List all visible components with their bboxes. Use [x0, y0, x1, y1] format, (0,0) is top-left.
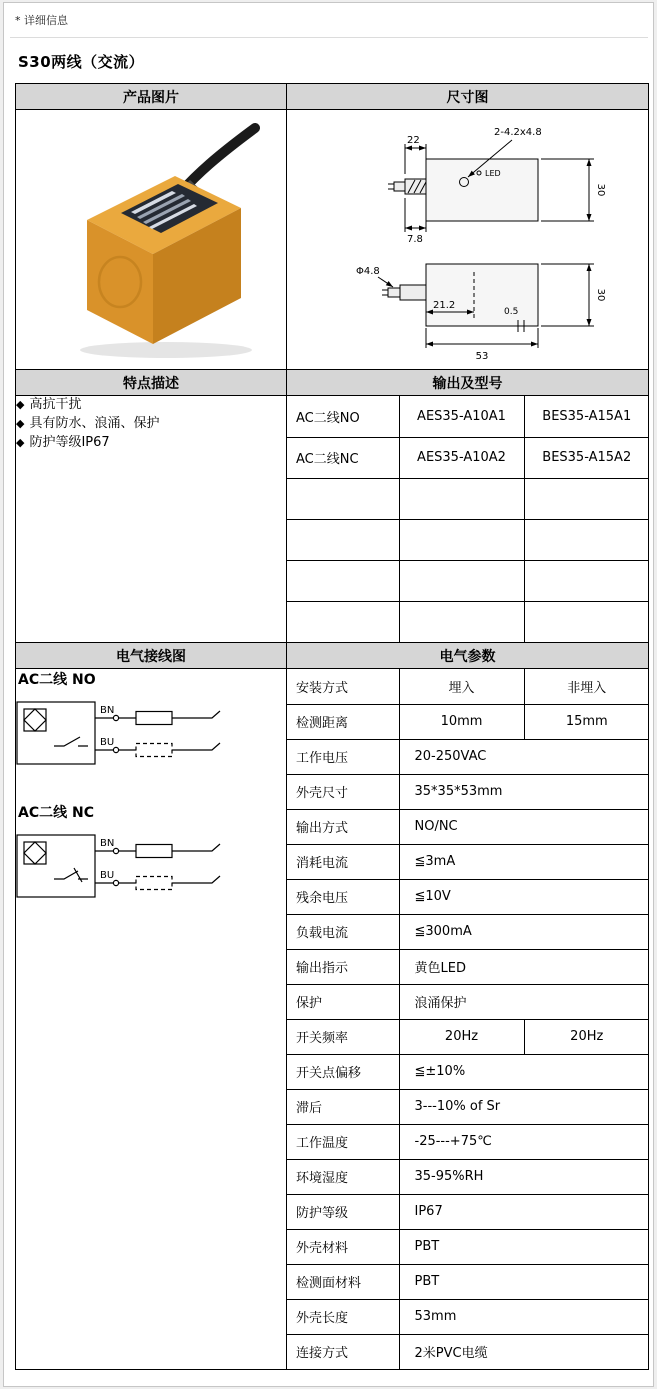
param-value: NO/NC: [399, 809, 649, 844]
model-cell-empty: [524, 478, 649, 519]
page-title: S30两线（交流）: [18, 53, 145, 71]
section-dimension: 尺寸图: [287, 84, 649, 110]
wiring-diagram-nc: [16, 827, 251, 907]
model-cell-empty: [287, 601, 399, 642]
product-photo: [29, 114, 273, 362]
image-row: [16, 110, 649, 370]
sensor-box: [17, 835, 95, 897]
section-header-row: [16, 643, 649, 669]
dimension-diagram: [308, 114, 628, 362]
section-header-row: [16, 370, 649, 396]
no-contact-icon: [54, 737, 88, 746]
param-label: 负载电流: [287, 914, 399, 949]
product-shadow: [80, 342, 252, 358]
load-box: [136, 712, 172, 725]
models-cell: [287, 396, 649, 643]
model-cell-empty: [287, 478, 399, 519]
dim-21-2: 21.2: [432, 299, 455, 311]
model-cell-empty: [524, 560, 649, 601]
sensor-symbol-icon: [24, 842, 46, 864]
param-value: 黄色LED: [399, 949, 649, 984]
param-label: 滞后: [287, 1089, 399, 1124]
param-label: 检测距离: [287, 704, 399, 739]
param-value: 35-95%RH: [399, 1159, 649, 1194]
feature-item: [16, 434, 286, 453]
section-product-image: 产品图片: [16, 84, 287, 110]
param-row: [287, 1054, 649, 1089]
param-row: [287, 1299, 649, 1334]
param-label: 残余电压: [287, 879, 399, 914]
param-row: [287, 739, 649, 774]
dim-phi: Φ4.8: [355, 265, 380, 277]
wiring-no-title: AC二线 NO: [18, 672, 96, 688]
param-label: 外壳长度: [287, 1299, 399, 1334]
param-row: [287, 949, 649, 984]
param-row: [287, 879, 649, 914]
param-value: 53mm: [399, 1299, 649, 1334]
param-label: 检测面材料: [287, 1264, 399, 1299]
param-label: 工作电压: [287, 739, 399, 774]
model-number: BES35-A15A1: [524, 396, 649, 437]
feature-text: 具有防水、浪涌、保护: [29, 415, 160, 431]
section-output-models: 输出及型号: [287, 370, 649, 396]
page-container: [3, 2, 654, 1387]
param-row: [287, 1264, 649, 1299]
diamond-bullet-icon: ◆: [16, 435, 25, 449]
param-label: 外壳材料: [287, 1229, 399, 1264]
param-row: [287, 1089, 649, 1124]
wiring-nc-title: AC二线 NC: [18, 805, 94, 821]
bu-label: BU: [100, 870, 115, 881]
bn-terminal: [113, 848, 118, 853]
param-value: PBT: [399, 1229, 649, 1264]
model-row-empty: [287, 601, 649, 642]
param-value: 埋入: [399, 669, 524, 704]
wiring-cell: [16, 669, 287, 1370]
load-box: [136, 845, 172, 858]
param-value: 浪涌保护: [399, 984, 649, 1019]
dim-holes: 2-4.2x4.8: [493, 126, 542, 138]
model-cell-empty: [399, 560, 524, 601]
param-label: 工作温度: [287, 1124, 399, 1159]
product-photo-cell: [16, 110, 287, 370]
load-box-dashed: [136, 877, 172, 890]
diamond-bullet-icon: ◆: [16, 398, 25, 411]
model-row-empty: [287, 519, 649, 560]
model-number: AES35-A10A2: [399, 437, 524, 478]
param-label: 输出方式: [287, 809, 399, 844]
param-value: ≦3mA: [399, 844, 649, 879]
param-value: 15mm: [524, 704, 649, 739]
dim-53: 53: [475, 350, 488, 362]
section-electrical: 电气参数: [287, 643, 649, 669]
param-row: [287, 669, 649, 704]
nc-contact-icon: [54, 868, 88, 882]
bn-label: BN: [100, 705, 115, 716]
wiring-diagram-no: [16, 694, 251, 774]
dim-0-5: 0.5: [503, 306, 518, 317]
dimension-diagram-cell: [287, 110, 649, 370]
model-cell-empty: [287, 560, 399, 601]
param-label: 保护: [287, 984, 399, 1019]
param-row: [287, 704, 649, 739]
model-cell-empty: [287, 519, 399, 560]
model-row-empty: [287, 560, 649, 601]
param-label: 输出指示: [287, 949, 399, 984]
param-value: 35*35*53mm: [399, 774, 649, 809]
param-row: [287, 1194, 649, 1229]
model-cell-empty: [399, 601, 524, 642]
spec-table: [15, 83, 649, 1370]
param-row: [287, 844, 649, 879]
param-value: ≦10V: [399, 879, 649, 914]
feature-item: [16, 396, 286, 415]
param-row: [287, 774, 649, 809]
bu-terminal: [113, 880, 118, 885]
param-label: 连接方式: [287, 1334, 399, 1369]
model-number: AES35-A10A1: [399, 396, 524, 437]
param-value: 3---10% of Sr: [399, 1089, 649, 1124]
dim-22: 22: [406, 134, 420, 146]
bn-terminal: [113, 715, 118, 720]
param-row: [287, 1019, 649, 1054]
feature-text: 防护等级IP67: [29, 434, 110, 450]
bu-terminal: [113, 747, 118, 752]
load-box-dashed: [136, 744, 172, 757]
bu-label: BU: [100, 737, 115, 748]
params-cell: [287, 669, 649, 1370]
detail-info-note: * 详细信息: [10, 7, 648, 38]
param-value: 10mm: [399, 704, 524, 739]
param-value: 20Hz: [524, 1019, 649, 1054]
param-row: [287, 1159, 649, 1194]
section-header-row: [16, 84, 649, 110]
param-value: IP67: [399, 1194, 649, 1229]
param-label: 安装方式: [287, 669, 399, 704]
param-value: PBT: [399, 1264, 649, 1299]
wiring-params-row: [16, 669, 649, 1370]
param-value: 20Hz: [399, 1019, 524, 1054]
model-cell-empty: [524, 519, 649, 560]
param-row: [287, 809, 649, 844]
param-label: 开关频率: [287, 1019, 399, 1054]
param-value: ≦±10%: [399, 1054, 649, 1089]
model-cell-empty: [524, 601, 649, 642]
param-row: [287, 984, 649, 1019]
param-row: [287, 1124, 649, 1159]
param-label: 开关点偏移: [287, 1054, 399, 1089]
param-value: 非埋入: [524, 669, 649, 704]
param-label: 环境湿度: [287, 1159, 399, 1194]
model-cell-empty: [399, 478, 524, 519]
section-features: 特点描述: [16, 370, 287, 396]
param-value: -25---+75℃: [399, 1124, 649, 1159]
section-wiring: 电气接线图: [16, 643, 287, 669]
param-label: 外壳尺寸: [287, 774, 399, 809]
param-value: 20-250VAC: [399, 739, 649, 774]
electrical-params-table: [287, 669, 649, 1369]
param-value: ≦300mA: [399, 914, 649, 949]
features-cell: [16, 396, 287, 643]
feature-item: [16, 415, 286, 434]
feature-text: 高抗干扰: [29, 397, 82, 412]
dim-7-8: 7.8: [406, 233, 423, 245]
dim-led: LED: [484, 168, 501, 178]
param-row: [287, 1334, 649, 1369]
diamond-bullet-icon: ◆: [16, 416, 25, 430]
param-value: 2米PVC电缆: [414, 1346, 488, 1362]
dim-30-top: 30: [594, 183, 606, 196]
model-row-empty: [287, 478, 649, 519]
model-cell-empty: [399, 519, 524, 560]
model-row: [287, 437, 649, 478]
models-table: [287, 396, 649, 642]
model-type: AC二线NC: [287, 437, 399, 478]
model-row: [287, 396, 649, 437]
param-row: [287, 1229, 649, 1264]
param-label: 消耗电流: [287, 844, 399, 879]
model-type: AC二线NO: [287, 396, 399, 437]
param-label: 防护等级: [287, 1194, 399, 1229]
param-row: [287, 914, 649, 949]
dim-30-bottom: 30: [594, 288, 606, 301]
features-models-row: [16, 396, 649, 643]
model-number: BES35-A15A2: [524, 437, 649, 478]
sensor-box: [17, 702, 95, 764]
bn-label: BN: [100, 838, 115, 849]
sensor-symbol-icon: [24, 709, 46, 731]
